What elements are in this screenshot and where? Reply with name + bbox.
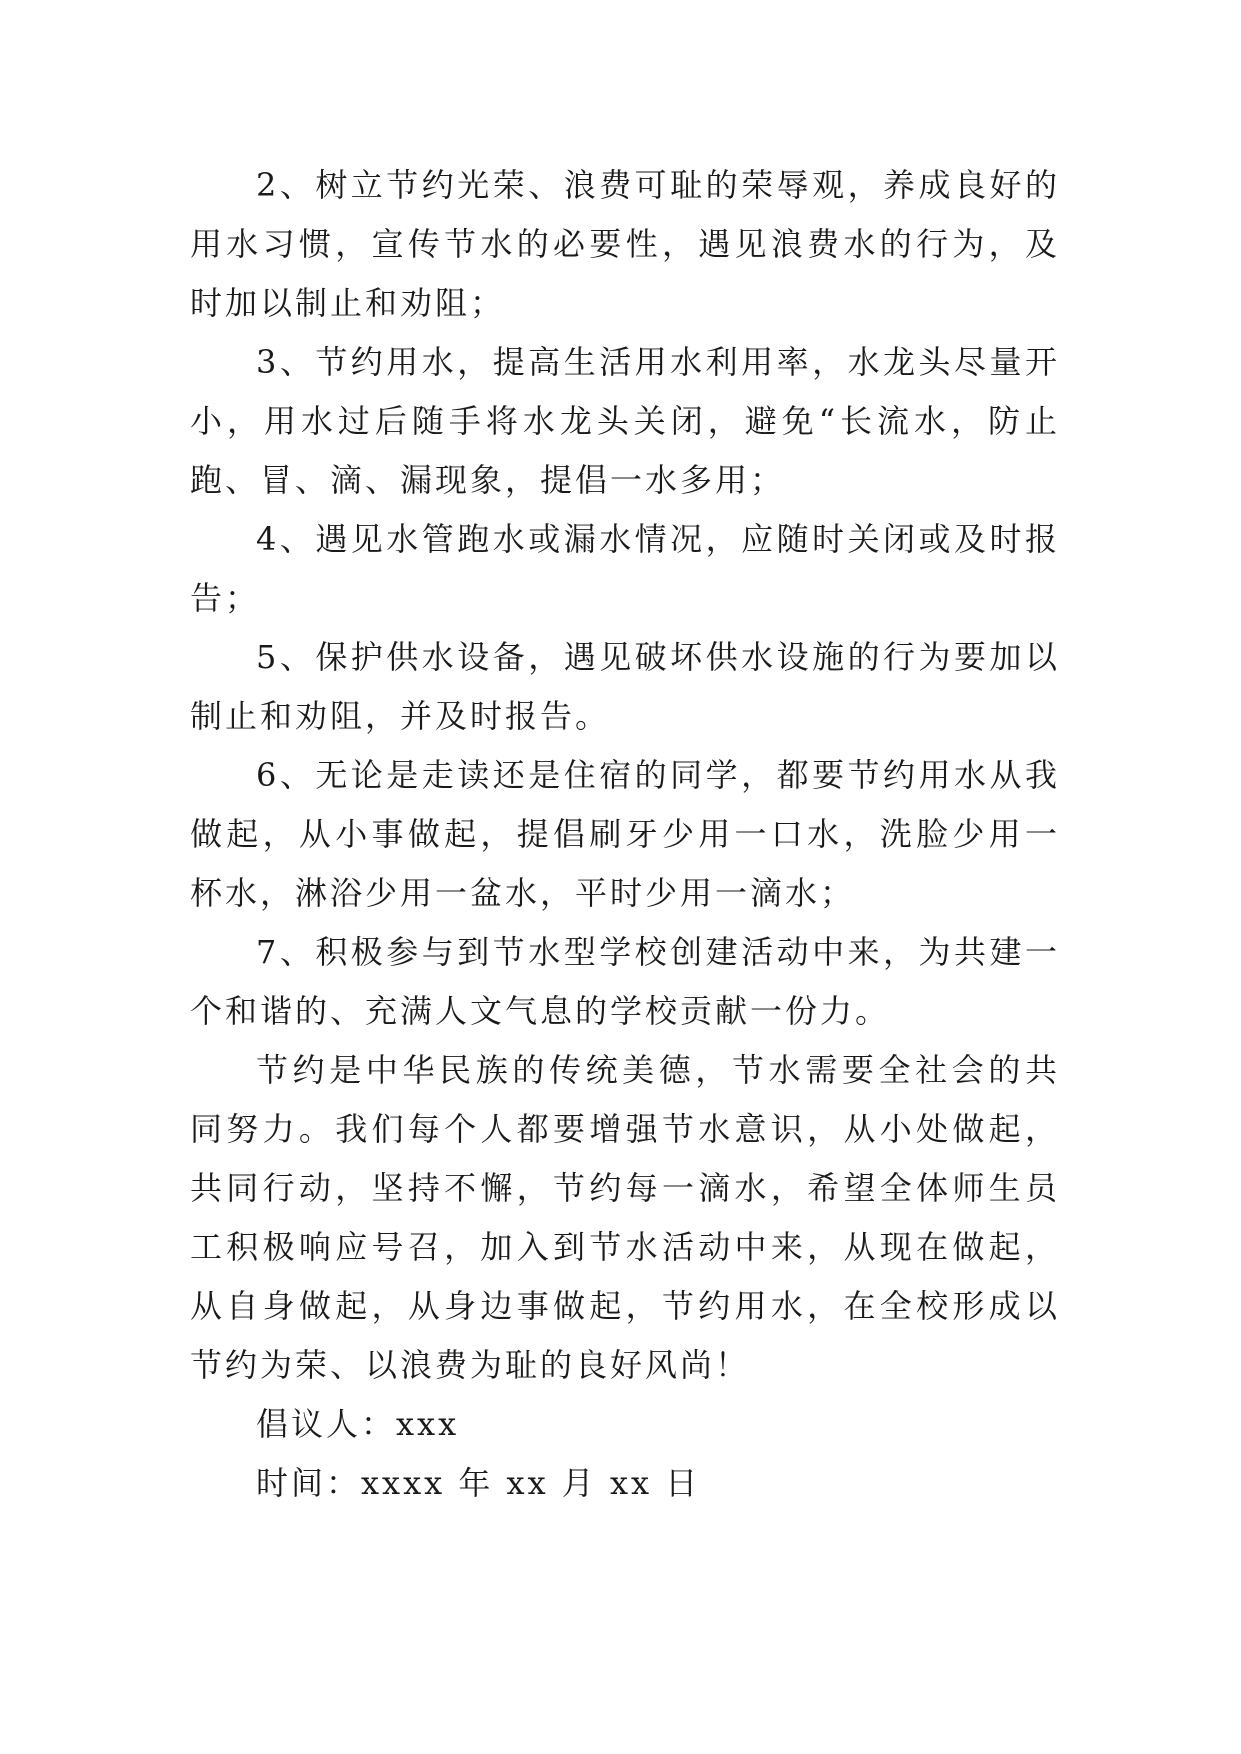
date-line: 时间：xxxx 年 xx 月 xx 日 — [256, 1464, 701, 1502]
closing-paragraph: 节约是中华民族的传统美德，节水需要全社会的共同努力。我们每个人都要增强节水意识，从小处做起，共同行动，坚持不懈，节约每一滴水，希望全体师生员工积极响应号召，加入到节水活动中来，从现在做起，从自身做起，从身边事做起，节约用水，在全校形成以节约为荣、以浪费为耻的良好风尚！ — [190, 1051, 1060, 1384]
paragraph-item-2: 2、树立节约光荣、浪费可耻的荣辱观，养成良好的用水习惯，宣传节水的必要性，遇见浪费水的行为，及时加以制止和劝阻； — [190, 166, 1060, 322]
paragraph-item-5: 5、保护供水设备，遇见破坏供水设施的行为要加以制止和劝阻，并及时报告。 — [190, 638, 1060, 735]
document-body — [190, 156, 1060, 1513]
paragraph-item-7: 7、积极参与到节水型学校创建活动中来，为共建一个和谐的、充满人文气息的学校贡献一份力。 — [190, 933, 1060, 1030]
proposer-line: 倡议人：xxx — [256, 1405, 460, 1443]
paragraph-item-6: 6、无论是走读还是住宿的同学，都要节约用水从我做起，从小事做起，提倡刷牙少用一口水，洗脸少用一杯水，淋浴少用一盆水，平时少用一滴水； — [190, 756, 1060, 912]
paragraph-item-4: 4、遇见水管跑水或漏水情况，应随时关闭或及时报告； — [190, 520, 1060, 617]
paragraph-item-3: 3、节约用水，提高生活用水利用率，水龙头尽量开小，用水过后随手将水龙头关闭，避免“长流水，防止跑、冒、滴、漏现象，提倡一水多用； — [190, 343, 1060, 499]
